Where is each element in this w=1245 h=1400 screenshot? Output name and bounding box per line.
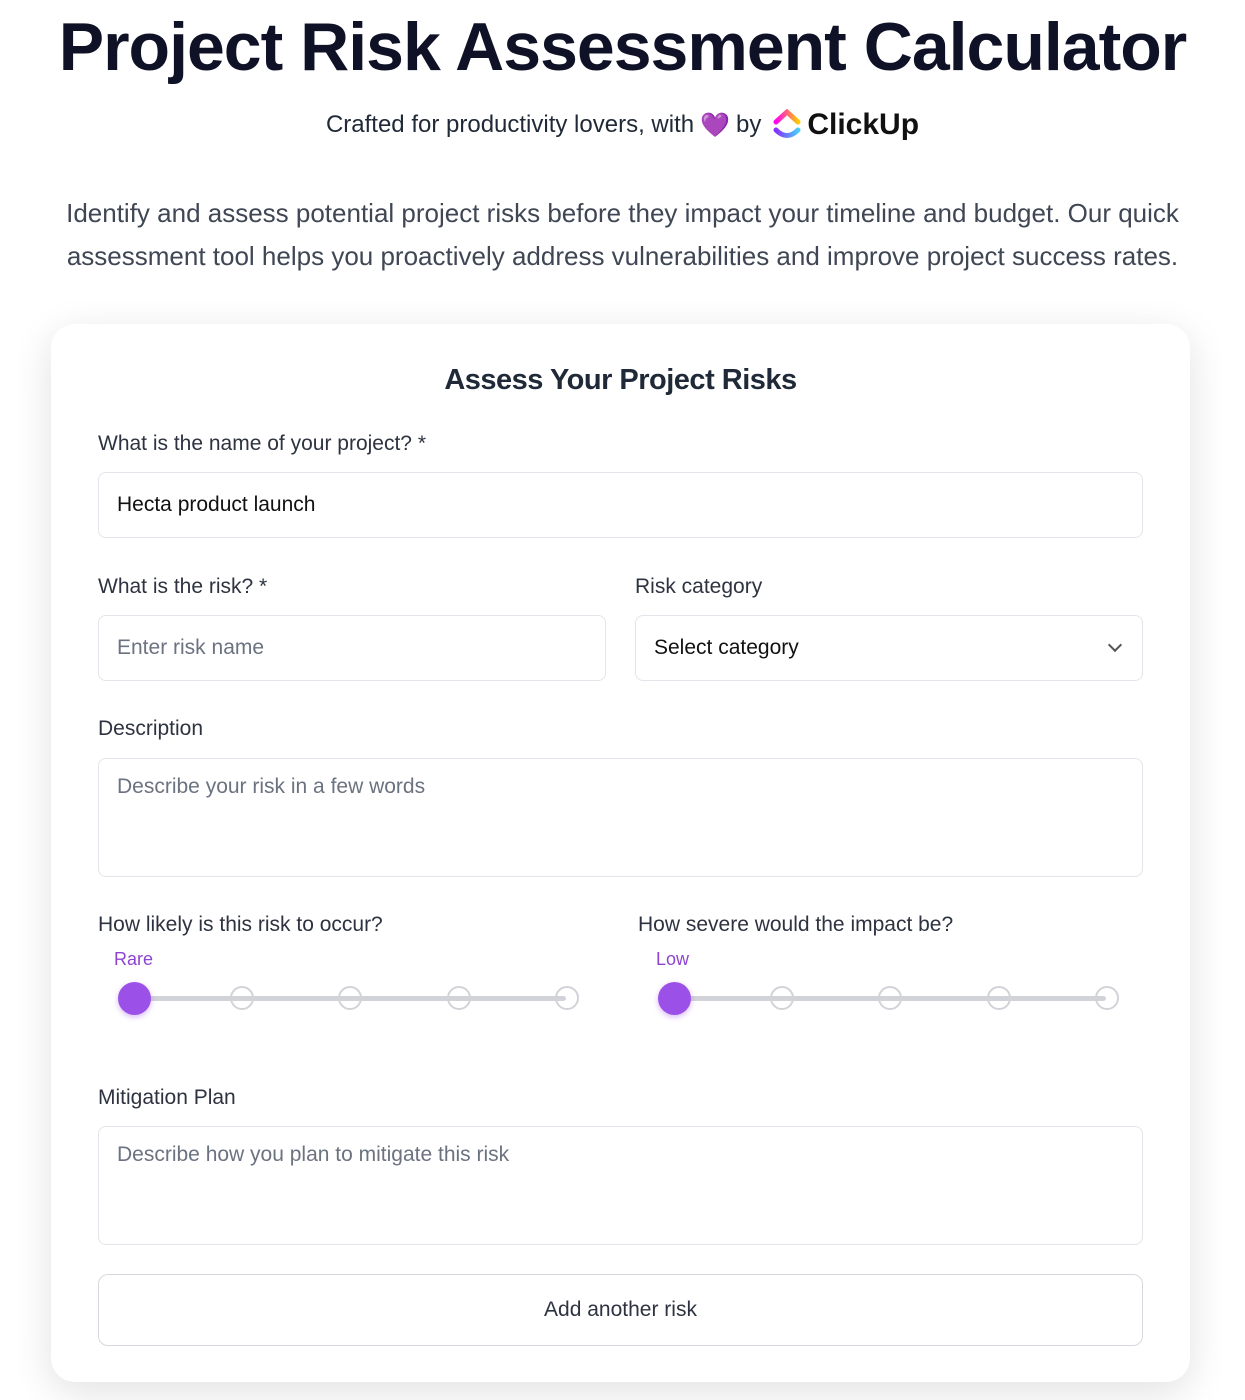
- slider-step[interactable]: [1095, 986, 1119, 1010]
- likelihood-value: Rare: [114, 949, 154, 969]
- likelihood-slider[interactable]: [118, 978, 578, 1018]
- chevron-down-icon: [1108, 638, 1122, 652]
- slider-step[interactable]: [230, 986, 254, 1010]
- impact-value: Low: [656, 949, 690, 969]
- add-risk-button[interactable]: Add another risk: [98, 1274, 1143, 1346]
- slider-step[interactable]: [770, 986, 794, 1010]
- slider-step[interactable]: [878, 986, 902, 1010]
- likelihood-label: How likely is this risk to occur?: [98, 913, 383, 936]
- category-label: Risk category: [635, 575, 763, 598]
- slider-step[interactable]: [338, 986, 362, 1010]
- impact-label: How severe would the impact be?: [638, 913, 954, 936]
- description-textarea[interactable]: Describe your risk in a few words: [98, 758, 1143, 877]
- subtitle-by: by: [735, 111, 762, 138]
- assessment-form: [51, 324, 1190, 1382]
- subtitle-text: Crafted for productivity lovers, with: [325, 111, 695, 138]
- subtitle: [0, 108, 1245, 142]
- category-select[interactable]: [635, 615, 1143, 681]
- mitigation-label: Mitigation Plan: [98, 1086, 236, 1109]
- clickup-logo-icon: [773, 109, 801, 141]
- slider-step[interactable]: [555, 986, 579, 1010]
- slider-step[interactable]: [447, 986, 471, 1010]
- project-input[interactable]: Hecta product launch: [98, 472, 1143, 538]
- brand-name: ClickUp: [807, 108, 920, 141]
- intro-text: Identify and assess potential project risks before they impact your timeline and budget. Our quick assessment tool helps you proactively address vulnerabilities and improve project success rates.: [66, 198, 1179, 271]
- impact-slider[interactable]: [658, 978, 1118, 1018]
- heart-icon: 💜: [700, 111, 730, 139]
- description-label: Description: [98, 717, 204, 740]
- risk-label: What is the risk? *: [98, 575, 268, 598]
- page-title: Project Risk Assessment Calculator: [58, 9, 1187, 85]
- project-label: What is the name of your project? *: [98, 432, 426, 455]
- slider-step[interactable]: [987, 986, 1011, 1010]
- slider-thumb[interactable]: [658, 982, 691, 1015]
- category-value: Select category: [654, 636, 799, 659]
- slider-thumb[interactable]: [118, 982, 151, 1015]
- form-title: Assess Your Project Risks: [444, 364, 797, 396]
- risk-input[interactable]: Enter risk name: [98, 615, 606, 681]
- mitigation-textarea[interactable]: Describe how you plan to mitigate this risk: [98, 1126, 1143, 1245]
- clickup-logo[interactable]: [773, 108, 919, 142]
